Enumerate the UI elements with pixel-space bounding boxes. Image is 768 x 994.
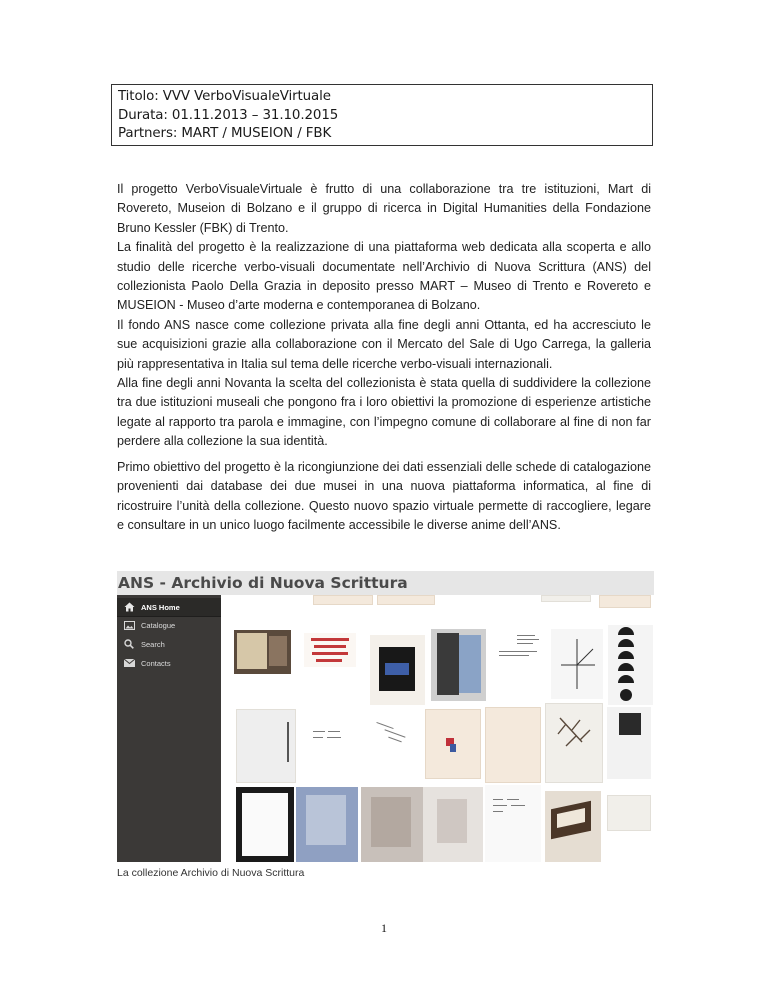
artwork-thumbnail[interactable] <box>370 635 425 705</box>
artwork-thumbnail[interactable] <box>303 709 357 779</box>
artwork-thumbnail[interactable] <box>236 709 296 783</box>
sidebar-item-label: ANS Home <box>141 602 180 612</box>
artwork-thumbnail[interactable] <box>296 787 358 862</box>
sidebar-item-catalogue[interactable] <box>117 616 221 634</box>
paragraph: La finalità del progetto è la realizzazione di una piattaforma web dedicata alla scoperta e allo studio delle ricerche verbo-visuali documentate nell’Archivio di Nuova Scrittura (ANS) del collezionista Paolo Della Grazia in deposito presso MART – Museo di Trento e Rovereto e MUSEION - Museo d’arte moderna e contemporanea di Bolzano. <box>117 240 651 313</box>
artwork-thumbnail[interactable] <box>485 785 541 862</box>
artwork-thumbnail[interactable] <box>607 707 651 779</box>
artwork-thumbnail[interactable] <box>313 595 373 605</box>
search-icon <box>123 639 135 649</box>
paragraph: Alla fine degli anni Novanta la scelta del collezionista è stata quella di suddividere la collezione tra due istituzioni museali che pongono fra i loro obiettivi la promozione di esperienze artistiche legate al rapporto tra parola e immagine, con l’impegno comune di collaborare al fine di non far perdere alla collezione la sua identità. <box>117 376 651 449</box>
app-title: ANS - Archivio di Nuova Scrittura <box>117 571 654 595</box>
ans-app-screenshot <box>117 571 654 862</box>
artwork-thumbnail[interactable] <box>234 630 291 674</box>
artwork-thumbnail[interactable] <box>304 633 356 667</box>
sidebar-item-label: Contacts <box>141 658 171 668</box>
envelope-icon <box>123 658 135 668</box>
paragraph: Il fondo ANS nasce come collezione privata alla fine degli anni Ottanta, ed ha accresciuto le sue acquisizioni grazie alla collaborazione con il Mercato del Sale di Ugo Carrega, la galleria più rappresentativa in Italia sul tema delle ricerche verbo-visuali internazionali. <box>117 317 651 371</box>
sidebar-item-search[interactable] <box>117 635 221 653</box>
artwork-thumbnail[interactable] <box>551 629 603 699</box>
artwork-thumbnail[interactable] <box>541 595 591 602</box>
sidebar-item-contacts[interactable] <box>117 654 221 672</box>
catalogue-grid <box>223 595 654 862</box>
sidebar-item-label: Catalogue <box>141 620 176 630</box>
artwork-thumbnail[interactable] <box>431 629 486 701</box>
project-title: Titolo: VVV VerboVisualeVirtuale <box>118 89 331 104</box>
project-partners: Partners: MART / MUSEION / FBK <box>118 126 332 141</box>
paragraph: Il progetto VerboVisualeVirtuale è frutto di una collaborazione tra tre istituzioni, Mart di Rovereto, Museion di Bolzano e il gruppo di ricerca in Digital Humanities della Fondazione Bruno Kessler (FBK) di Trento. <box>117 182 651 235</box>
project-duration: Durata: 01.11.2013 – 31.10.2015 <box>118 107 339 123</box>
artwork-thumbnail[interactable] <box>607 795 651 831</box>
artwork-thumbnail[interactable] <box>236 787 294 862</box>
sidebar-item-label: Search <box>141 639 165 649</box>
app-sidebar <box>117 595 221 862</box>
artwork-thumbnail[interactable] <box>608 625 653 705</box>
artwork-thumbnail[interactable] <box>425 709 481 779</box>
artwork-thumbnail[interactable] <box>366 709 422 779</box>
artwork-thumbnail[interactable] <box>423 787 483 862</box>
sidebar-item-home[interactable] <box>117 598 221 617</box>
paragraph: Primo obiettivo del progetto è la ricongiunzione dei dati essenziali delle schede di catalogazione provenienti dai database dei due musei in una nuova piattaforma informatica, al fine di ricostruire l’unità della collezione. Questo nuovo spazio virtuale permette di raccogliere, legare e consultare in un unico luogo facilmente accessibile le diverse anime dell’ANS. <box>117 460 651 533</box>
artwork-thumbnail[interactable] <box>599 595 651 608</box>
objective-paragraph-block <box>117 458 651 536</box>
project-info-box <box>111 84 653 146</box>
artwork-thumbnail[interactable] <box>485 707 541 783</box>
artwork-thumbnail[interactable] <box>545 703 603 783</box>
image-icon <box>123 620 135 630</box>
home-icon <box>123 602 135 612</box>
artwork-thumbnail[interactable] <box>545 791 601 862</box>
artwork-thumbnail[interactable] <box>361 787 423 862</box>
page-number: 1 <box>381 921 387 935</box>
intro-paragraphs <box>117 180 651 452</box>
figure-caption: La collezione Archivio di Nuova Scrittura <box>117 867 305 879</box>
artwork-thumbnail[interactable] <box>491 631 544 667</box>
artwork-thumbnail[interactable] <box>377 595 435 605</box>
